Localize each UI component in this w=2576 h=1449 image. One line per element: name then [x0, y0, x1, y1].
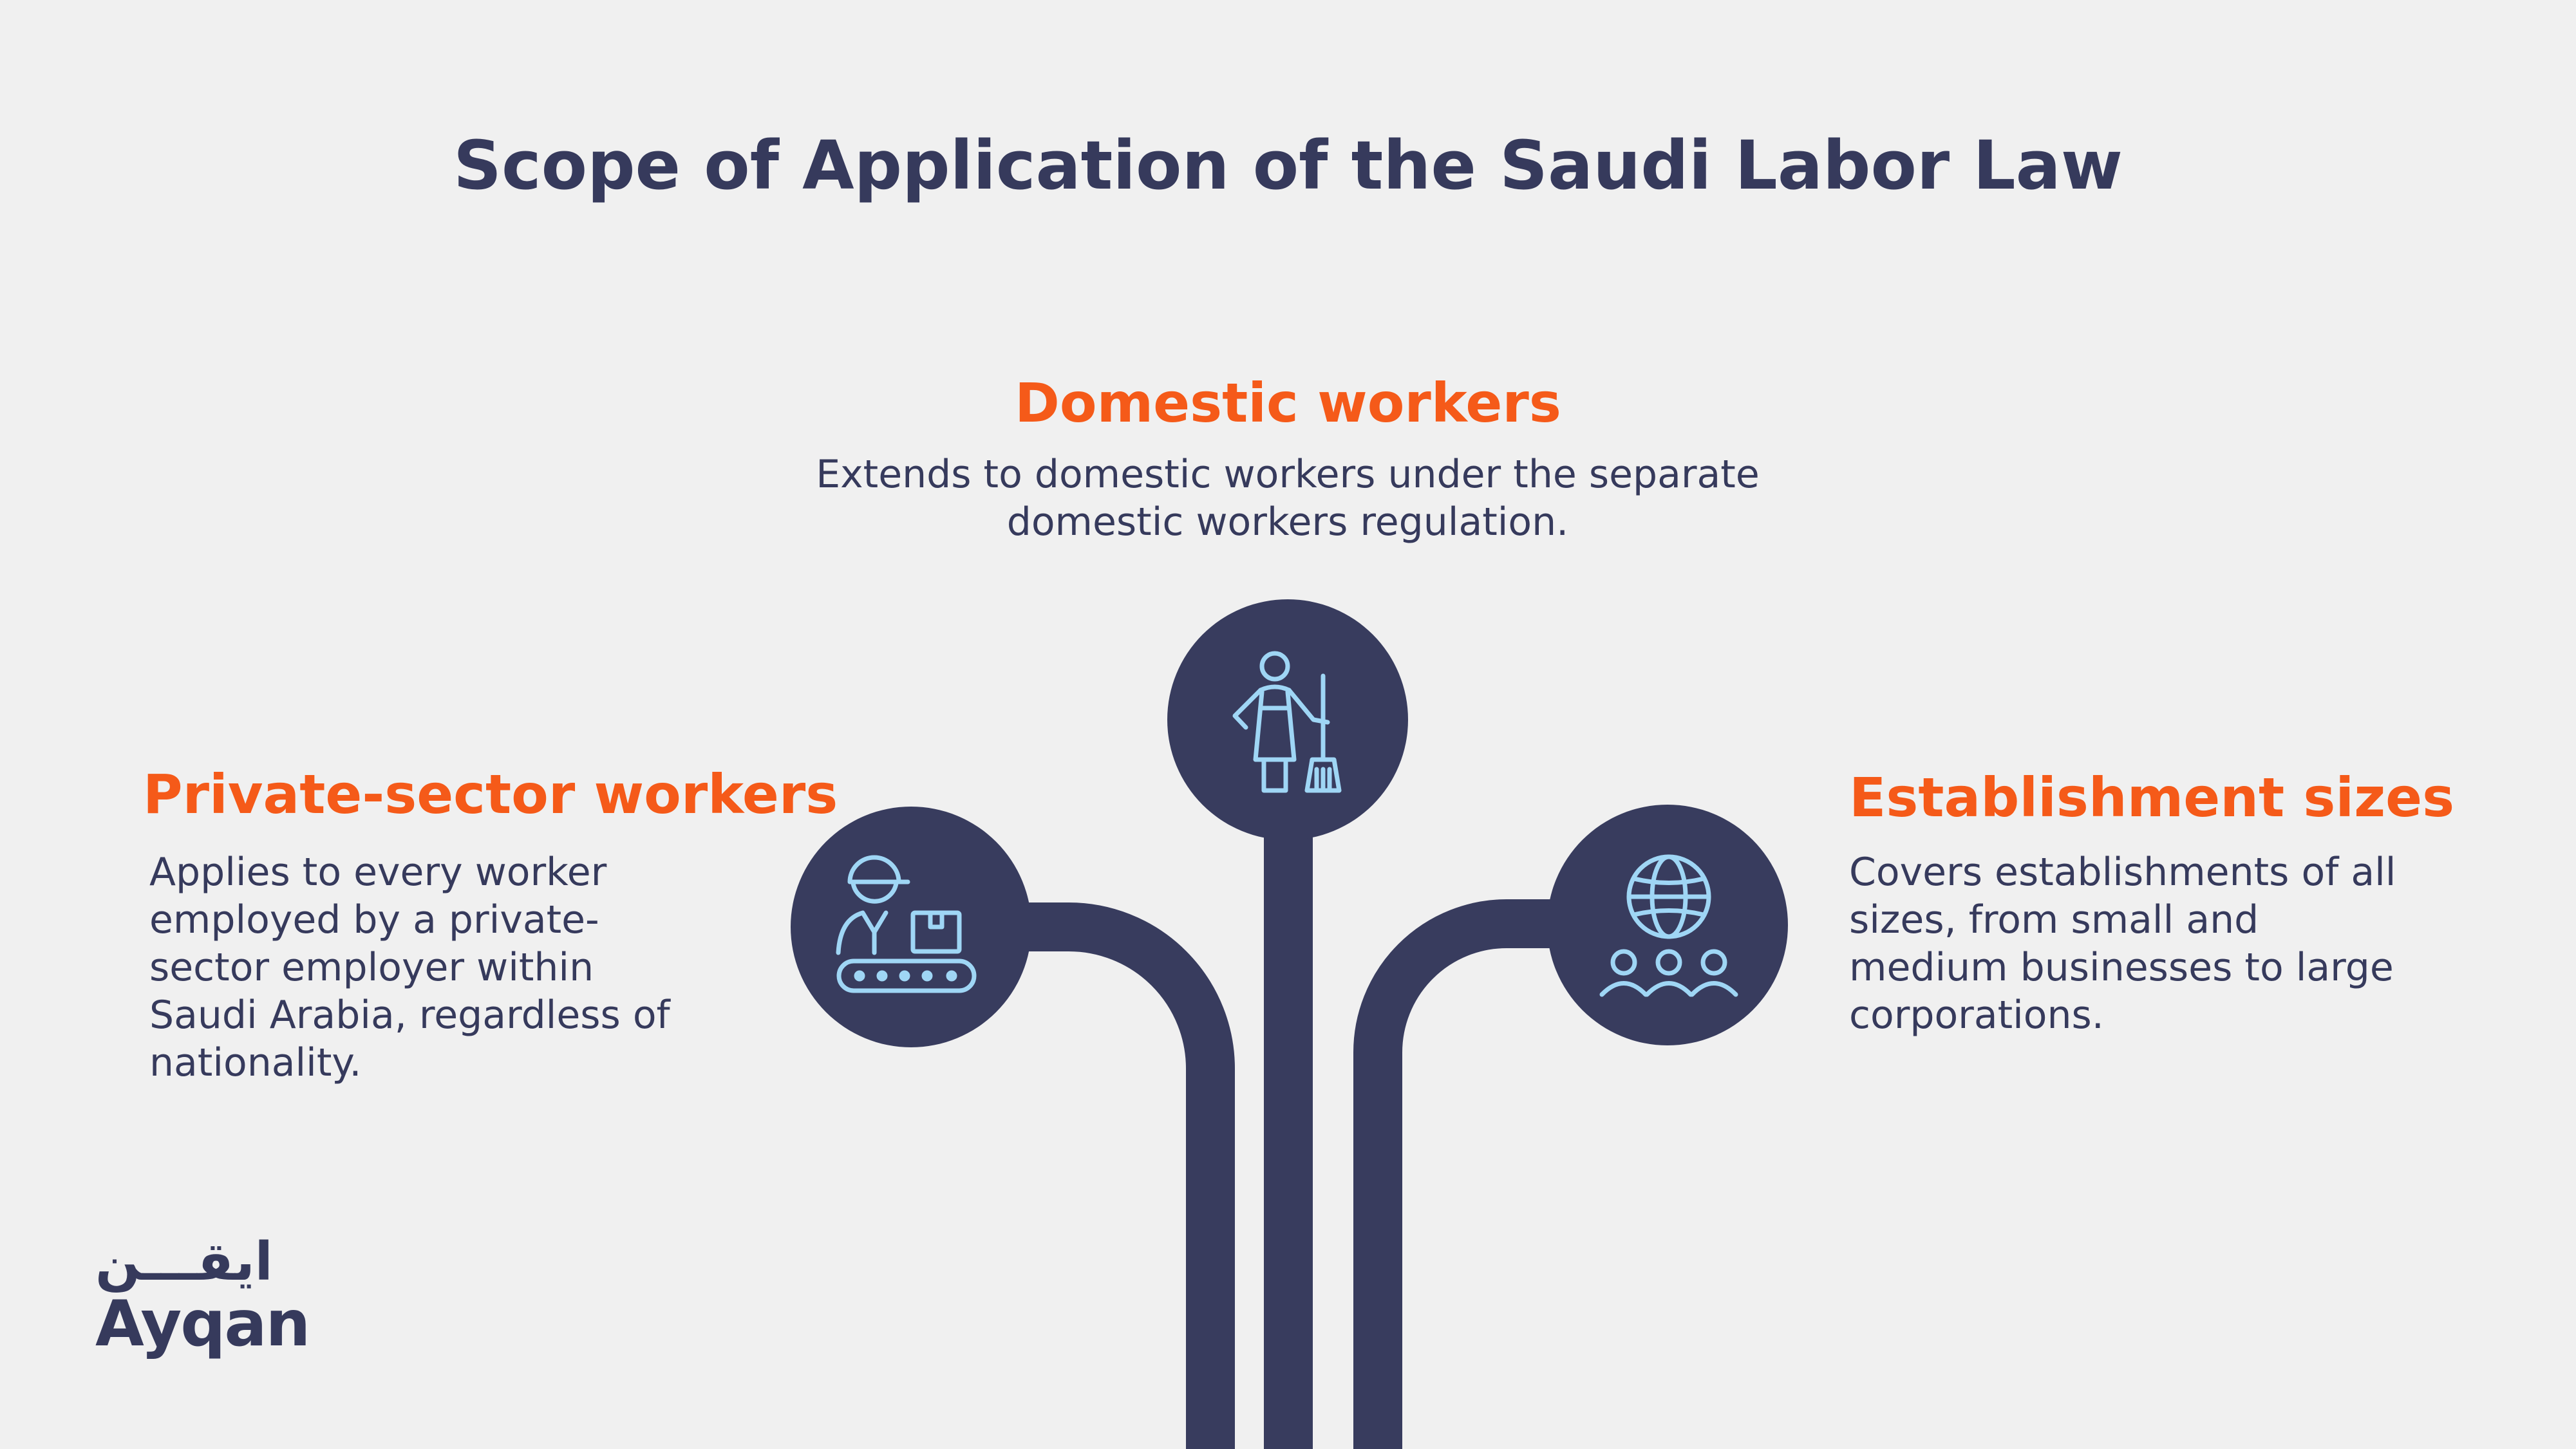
private-sector-workers-heading: Private-sector workers	[143, 763, 838, 826]
establishment-sizes-heading: Establishment sizes	[1849, 766, 2455, 829]
center-trunk	[1264, 824, 1313, 1449]
page-title: Scope of Application of the Saudi Labor Law	[453, 126, 2123, 205]
logo-latin: Ayqan	[95, 1287, 310, 1361]
private-sector-workers-description: Applies to every worker employed by a private-sector employer within Saudi Arabia, regardless of nationality.	[149, 850, 670, 1085]
establishment-sizes-description: Covers establishments of all sizes, from small and medium businesses to large corporations.	[1849, 850, 2396, 1038]
domestic-workers-description: Extends to domestic workers under the separate domestic workers regulation.	[816, 452, 1760, 545]
establishment-sizes-node	[1547, 805, 1788, 1045]
domestic-workers-heading: Domestic workers	[1015, 371, 1561, 435]
private-sector-node	[791, 807, 1031, 1047]
domestic-worker-node	[1167, 599, 1408, 840]
logo-arabic: ايقـــن	[95, 1231, 273, 1293]
